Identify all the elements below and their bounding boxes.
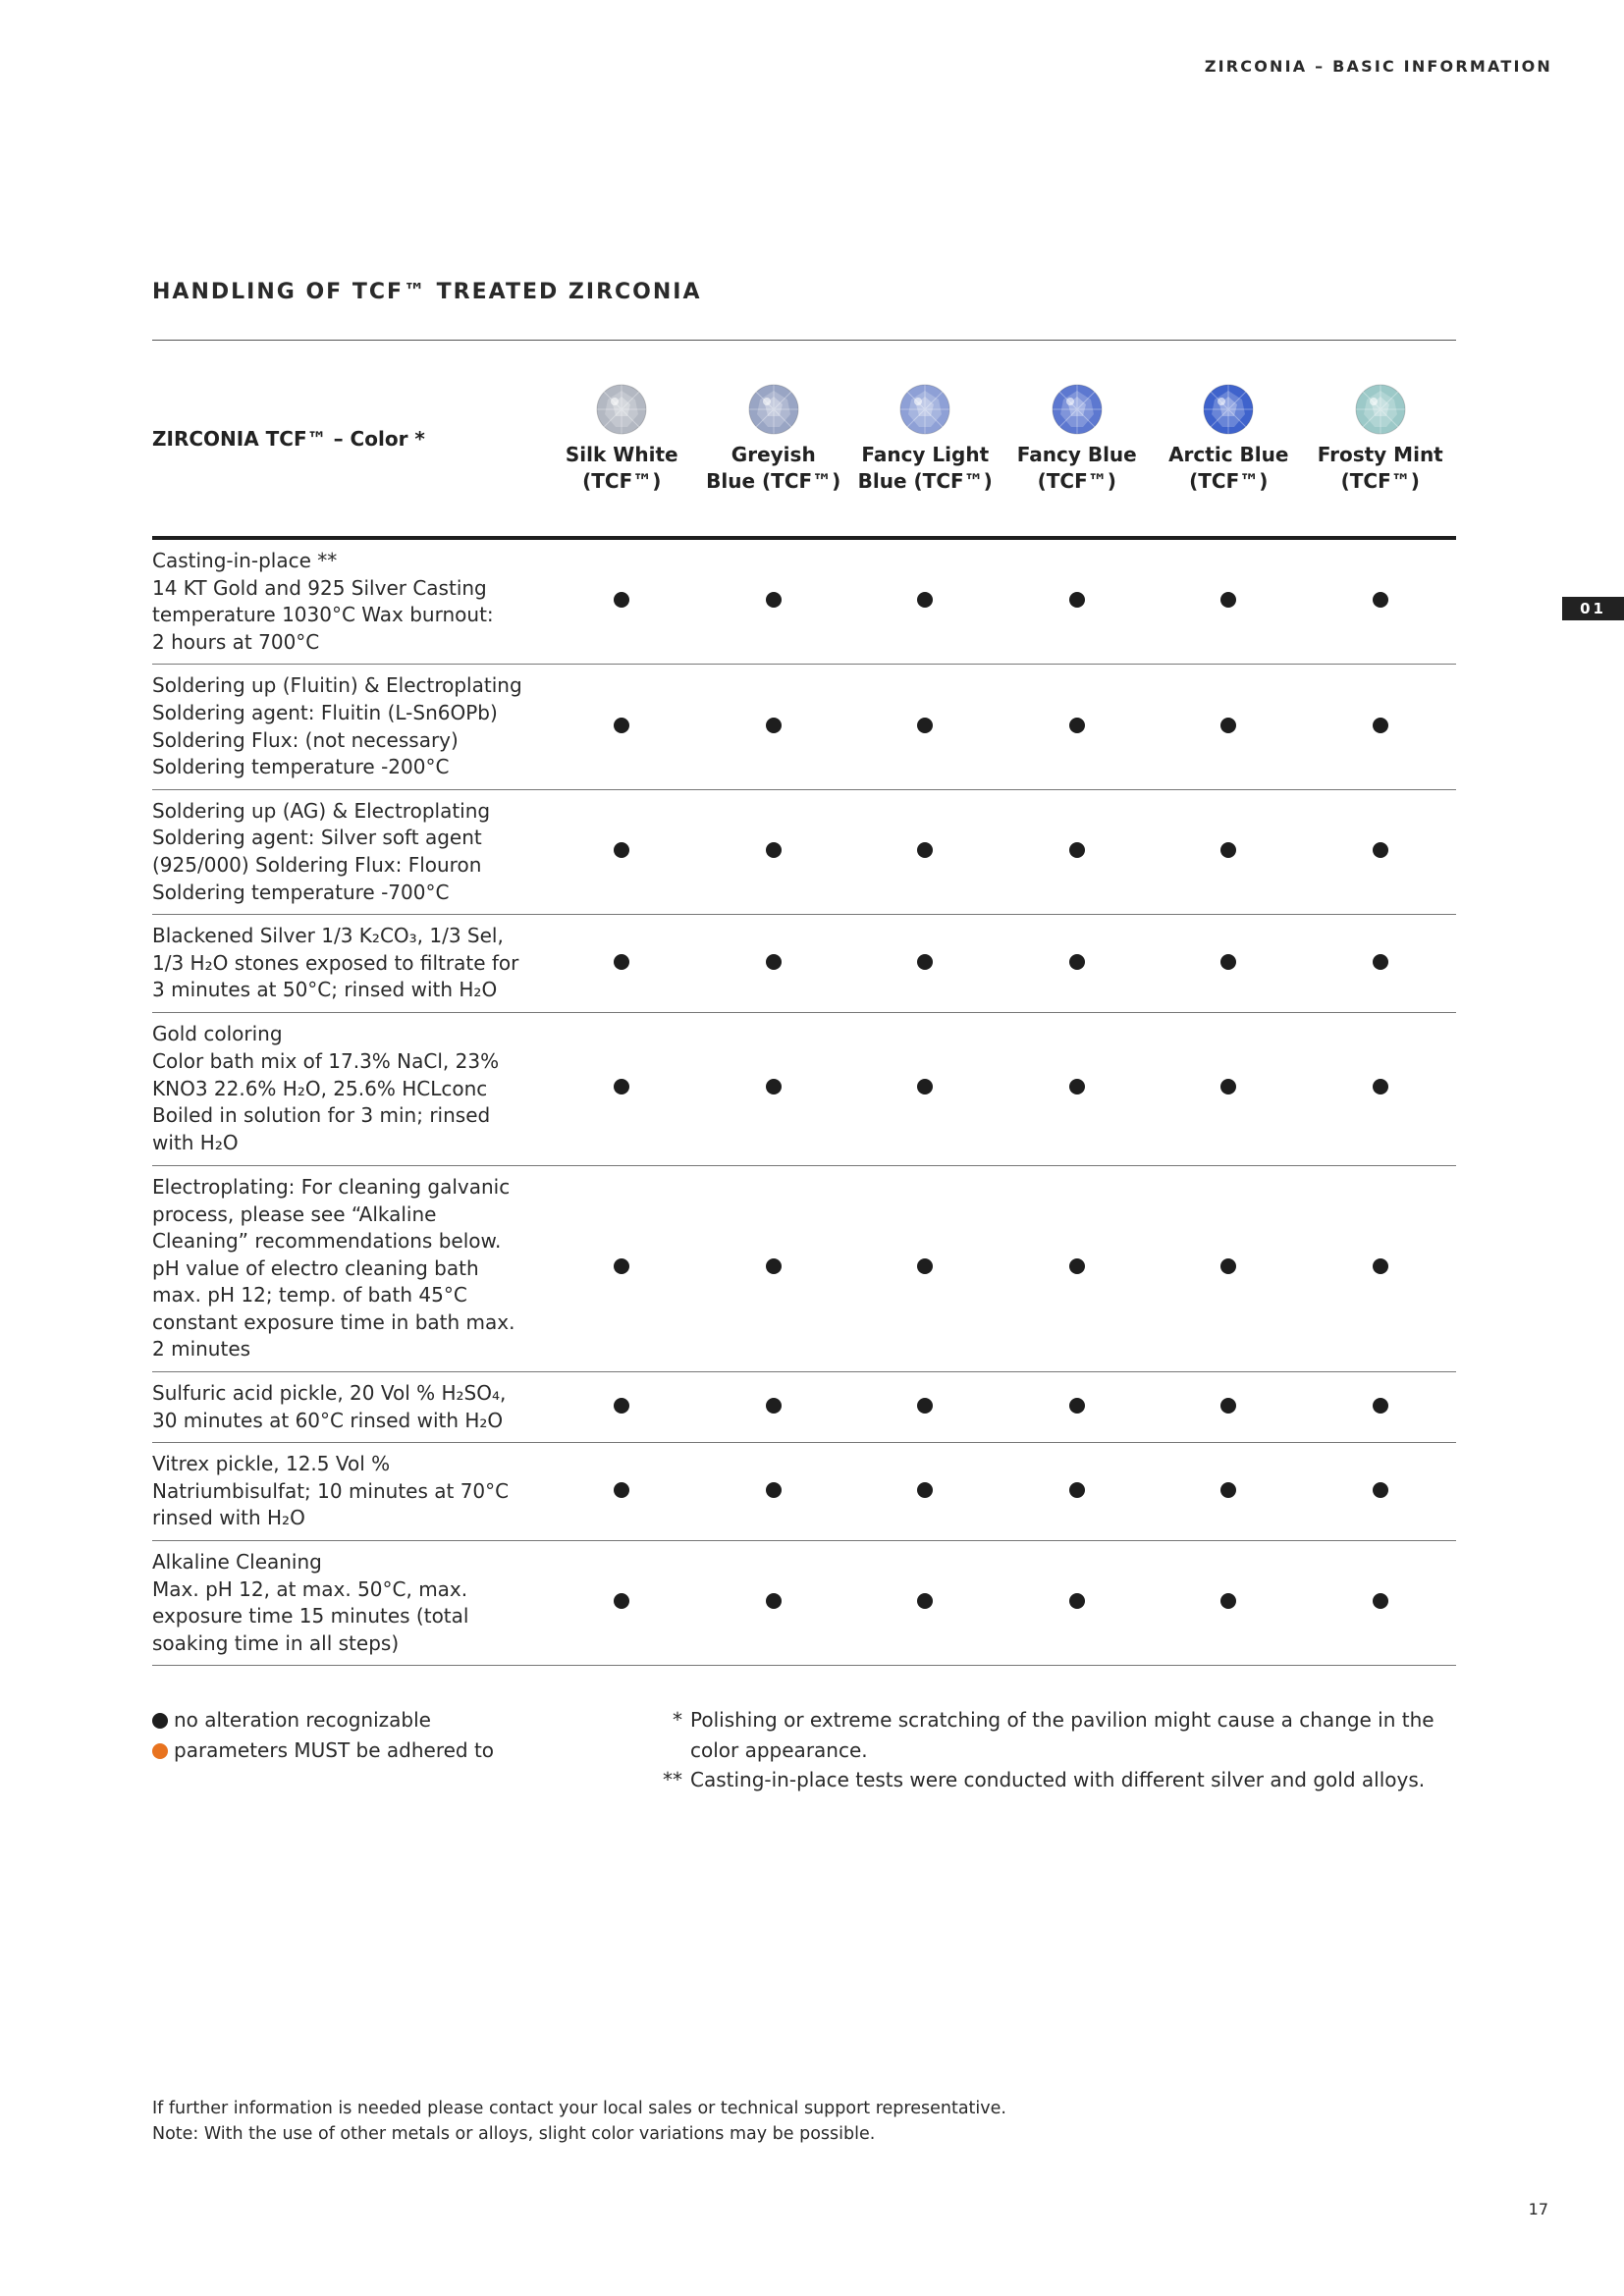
no-alteration-dot-icon bbox=[614, 1482, 629, 1498]
no-alteration-dot-icon bbox=[766, 842, 782, 858]
no-alteration-dot-icon bbox=[614, 842, 629, 858]
process-line: Alkaline Cleaning bbox=[152, 1550, 322, 1575]
table-row bbox=[152, 665, 1456, 789]
compatibility-cell bbox=[1153, 1443, 1305, 1541]
no-alteration-dot-icon bbox=[1069, 1079, 1085, 1095]
no-alteration-dot-icon bbox=[1373, 1482, 1388, 1498]
no-alteration-dot-icon bbox=[1069, 842, 1085, 858]
table-row bbox=[152, 1165, 1456, 1371]
column-header-line2: (TCF™) bbox=[582, 468, 662, 493]
compatibility-cell bbox=[698, 1541, 850, 1666]
column-header-line1: Silk White bbox=[565, 442, 678, 466]
compatibility-cell bbox=[849, 789, 1001, 914]
compatibility-cell bbox=[1153, 538, 1305, 665]
compatibility-cell bbox=[546, 665, 698, 789]
process-line: Color bath mix of 17.3% NaCl, 23% bbox=[152, 1049, 500, 1074]
compatibility-cell bbox=[1001, 1443, 1154, 1541]
no-alteration-dot-icon bbox=[917, 1258, 933, 1274]
compatibility-cell bbox=[849, 1165, 1001, 1371]
legend-dot-icon bbox=[152, 1713, 168, 1729]
no-alteration-dot-icon bbox=[1069, 592, 1085, 608]
process-description bbox=[152, 1372, 546, 1443]
no-alteration-dot-icon bbox=[1069, 1482, 1085, 1498]
table-row bbox=[152, 1012, 1456, 1165]
no-alteration-dot-icon bbox=[766, 954, 782, 970]
process-description bbox=[152, 789, 546, 914]
compatibility-cell bbox=[1001, 665, 1154, 789]
compatibility-cell bbox=[698, 789, 850, 914]
column-header-greyish-blue bbox=[698, 341, 850, 539]
compatibility-cell bbox=[1001, 1372, 1154, 1443]
process-line: Natriumbisulfat; 10 minutes at 70°C bbox=[152, 1478, 510, 1503]
no-alteration-dot-icon bbox=[917, 842, 933, 858]
process-line: exposure time 15 minutes (total bbox=[152, 1604, 469, 1629]
legend-item-parameters bbox=[152, 1735, 494, 1766]
process-line: 2 minutes bbox=[152, 1337, 251, 1362]
footnote-mark: * bbox=[673, 1708, 682, 1732]
no-alteration-dot-icon bbox=[1373, 842, 1388, 858]
compatibility-cell bbox=[1305, 665, 1457, 789]
no-alteration-dot-icon bbox=[766, 1482, 782, 1498]
process-line: KNO3 22.6% H₂O, 25.6% HCLconc bbox=[152, 1076, 488, 1100]
footnote bbox=[653, 1705, 1458, 1765]
process-line: Blackened Silver 1/3 K₂CO₃, 1/3 Sel, bbox=[152, 924, 504, 948]
process-description bbox=[152, 1165, 546, 1371]
gem-icon bbox=[595, 383, 648, 436]
process-line: max. pH 12; temp. of bath 45°C bbox=[152, 1283, 467, 1308]
no-alteration-dot-icon bbox=[614, 1398, 629, 1414]
process-line: Boiled in solution for 3 min; rinsed bbox=[152, 1103, 491, 1128]
no-alteration-dot-icon bbox=[766, 592, 782, 608]
process-line: 30 minutes at 60°C rinsed with H₂O bbox=[152, 1408, 504, 1432]
column-header-frosty-mint bbox=[1305, 341, 1457, 539]
no-alteration-dot-icon bbox=[1373, 1079, 1388, 1095]
no-alteration-dot-icon bbox=[614, 718, 629, 733]
gem-icon bbox=[1354, 383, 1407, 436]
no-alteration-dot-icon bbox=[1220, 718, 1236, 733]
process-line: 3 minutes at 50°C; rinsed with H₂O bbox=[152, 978, 498, 1002]
process-description bbox=[152, 1443, 546, 1541]
process-description bbox=[152, 665, 546, 789]
column-header-fancy-blue bbox=[1001, 341, 1154, 539]
compatibility-cell bbox=[698, 538, 850, 665]
no-alteration-dot-icon bbox=[917, 718, 933, 733]
process-description bbox=[152, 1541, 546, 1666]
section-title: HANDLING OF TCF™ TREATED ZIRCONIA bbox=[152, 280, 702, 304]
table-row bbox=[152, 1372, 1456, 1443]
no-alteration-dot-icon bbox=[1220, 842, 1236, 858]
running-head: ZIRCONIA – BASIC INFORMATION bbox=[1204, 57, 1552, 76]
footer-line: Note: With the use of other metals or alloys, slight color variations may be possible. bbox=[152, 2124, 876, 2144]
no-alteration-dot-icon bbox=[614, 1593, 629, 1609]
compatibility-cell bbox=[849, 915, 1001, 1013]
no-alteration-dot-icon bbox=[917, 1593, 933, 1609]
compatibility-cell bbox=[849, 1372, 1001, 1443]
no-alteration-dot-icon bbox=[614, 1079, 629, 1095]
no-alteration-dot-icon bbox=[1373, 1593, 1388, 1609]
process-line: 14 KT Gold and 925 Silver Casting bbox=[152, 575, 487, 600]
compatibility-cell bbox=[1001, 1165, 1154, 1371]
process-line: Soldering agent: Silver soft agent bbox=[152, 826, 482, 850]
process-line: pH value of electro cleaning bath bbox=[152, 1255, 479, 1280]
no-alteration-dot-icon bbox=[1373, 718, 1388, 733]
process-description bbox=[152, 915, 546, 1013]
no-alteration-dot-icon bbox=[614, 1258, 629, 1274]
compatibility-cell bbox=[1153, 665, 1305, 789]
gem-icon bbox=[898, 383, 951, 436]
no-alteration-dot-icon bbox=[917, 1482, 933, 1498]
no-alteration-dot-icon bbox=[1069, 1258, 1085, 1274]
compatibility-cell bbox=[1153, 1012, 1305, 1165]
gem-icon bbox=[1202, 383, 1255, 436]
compatibility-cell bbox=[698, 1443, 850, 1541]
no-alteration-dot-icon bbox=[1220, 1258, 1236, 1274]
no-alteration-dot-icon bbox=[1220, 1398, 1236, 1414]
process-line: Soldering up (AG) & Electroplating bbox=[152, 798, 491, 823]
process-line: Soldering Flux: (not necessary) bbox=[152, 727, 459, 752]
no-alteration-dot-icon bbox=[917, 1398, 933, 1414]
compatibility-cell bbox=[546, 538, 698, 665]
table-row bbox=[152, 789, 1456, 914]
footnote-text: Polishing or extreme scratching of the pavilion might cause a change in the color appearance. bbox=[690, 1708, 1435, 1762]
compatibility-cell bbox=[1305, 1541, 1457, 1666]
gem-icon bbox=[1051, 383, 1104, 436]
column-header-arctic-blue bbox=[1153, 341, 1305, 539]
process-description bbox=[152, 1012, 546, 1165]
column-header-line2: (TCF™) bbox=[1340, 468, 1420, 493]
compatibility-cell bbox=[849, 1541, 1001, 1666]
no-alteration-dot-icon bbox=[614, 954, 629, 970]
compatibility-cell bbox=[1153, 1541, 1305, 1666]
legend bbox=[152, 1705, 494, 1766]
no-alteration-dot-icon bbox=[1373, 592, 1388, 608]
compatibility-cell bbox=[698, 1012, 850, 1165]
process-line: Casting-in-place ** bbox=[152, 549, 338, 572]
no-alteration-dot-icon bbox=[917, 1079, 933, 1095]
table-row bbox=[152, 1541, 1456, 1666]
legend-item-no-alteration bbox=[152, 1705, 494, 1735]
compatibility-cell bbox=[849, 538, 1001, 665]
compatibility-cell bbox=[698, 1165, 850, 1371]
column-header-fancy-light-blue bbox=[849, 341, 1001, 539]
table-row bbox=[152, 915, 1456, 1013]
process-line: rinsed with H₂O bbox=[152, 1506, 305, 1530]
compatibility-cell bbox=[1305, 1443, 1457, 1541]
compatibility-cell bbox=[546, 1372, 698, 1443]
compatibility-cell bbox=[1153, 1372, 1305, 1443]
no-alteration-dot-icon bbox=[1373, 954, 1388, 970]
table-row bbox=[152, 538, 1456, 665]
column-header-line2: Blue (TCF™) bbox=[857, 468, 993, 493]
process-line: Gold coloring bbox=[152, 1022, 283, 1046]
compatibility-table bbox=[152, 340, 1456, 1666]
compatibility-cell bbox=[546, 789, 698, 914]
page-number: 17 bbox=[1528, 2200, 1548, 2218]
process-line: Vitrex pickle, 12.5 Vol % bbox=[152, 1452, 391, 1476]
gem-icon bbox=[747, 383, 800, 436]
no-alteration-dot-icon bbox=[1220, 1079, 1236, 1095]
process-line: Soldering temperature -200°C bbox=[152, 755, 450, 779]
footnote-mark: ** bbox=[663, 1768, 682, 1791]
compatibility-cell bbox=[849, 1443, 1001, 1541]
process-line: 2 hours at 700°C bbox=[152, 629, 320, 654]
process-line: Soldering up (Fluitin) & Electroplating bbox=[152, 673, 522, 698]
no-alteration-dot-icon bbox=[766, 1593, 782, 1609]
no-alteration-dot-icon bbox=[1220, 1482, 1236, 1498]
compatibility-cell bbox=[546, 1541, 698, 1666]
compatibility-cell bbox=[698, 1372, 850, 1443]
compatibility-cell bbox=[1305, 915, 1457, 1013]
section-tab: 01 bbox=[1562, 597, 1624, 620]
process-line: Max. pH 12, at max. 50°C, max. bbox=[152, 1576, 468, 1601]
legend-dot-icon bbox=[152, 1743, 168, 1759]
process-line: process, please see “Alkaline bbox=[152, 1201, 437, 1226]
footnotes bbox=[653, 1705, 1458, 1795]
footer-line: If further information is needed please contact your local sales or technical support representative. bbox=[152, 2099, 1006, 2118]
process-line: Sulfuric acid pickle, 20 Vol % H₂SO₄, bbox=[152, 1381, 507, 1406]
no-alteration-dot-icon bbox=[1069, 718, 1085, 733]
legend-label: parameters MUST be adhered to bbox=[174, 1738, 495, 1762]
compatibility-cell bbox=[546, 1443, 698, 1541]
process-line: 1/3 H₂O stones exposed to filtrate for bbox=[152, 950, 519, 975]
process-line: (925/000) Soldering Flux: Flouron bbox=[152, 852, 482, 877]
legend-label: no alteration recognizable bbox=[174, 1708, 431, 1732]
compatibility-cell bbox=[1153, 1165, 1305, 1371]
compatibility-cell bbox=[1305, 538, 1457, 665]
table-row bbox=[152, 1443, 1456, 1541]
process-line: constant exposure time in bath max. bbox=[152, 1309, 515, 1334]
process-line: Soldering agent: Fluitin (L-Sn6OPb) bbox=[152, 700, 498, 724]
compatibility-cell bbox=[698, 665, 850, 789]
compatibility-cell bbox=[1001, 789, 1154, 914]
column-header-silk-white bbox=[546, 341, 698, 539]
column-header-line1: Greyish bbox=[731, 442, 816, 466]
compatibility-cell bbox=[698, 915, 850, 1013]
compatibility-cell bbox=[1001, 1541, 1154, 1666]
no-alteration-dot-icon bbox=[1220, 954, 1236, 970]
no-alteration-dot-icon bbox=[1373, 1398, 1388, 1414]
compatibility-cell bbox=[1001, 1012, 1154, 1165]
compatibility-cell bbox=[546, 915, 698, 1013]
process-line: Soldering temperature -700°C bbox=[152, 880, 450, 904]
compatibility-cell bbox=[1153, 789, 1305, 914]
column-header-line2: (TCF™) bbox=[1189, 468, 1269, 493]
process-line: soaking time in all steps) bbox=[152, 1630, 400, 1655]
table-body bbox=[152, 538, 1456, 1666]
process-line: Cleaning” recommendations below. bbox=[152, 1229, 502, 1254]
compatibility-cell bbox=[1001, 538, 1154, 665]
no-alteration-dot-icon bbox=[1220, 1593, 1236, 1609]
column-header-line2: Blue (TCF™) bbox=[706, 468, 841, 493]
no-alteration-dot-icon bbox=[1069, 954, 1085, 970]
no-alteration-dot-icon bbox=[917, 954, 933, 970]
table-label-header: ZIRCONIA TCF™ – Color * bbox=[152, 426, 425, 451]
compatibility-cell bbox=[849, 1012, 1001, 1165]
no-alteration-dot-icon bbox=[766, 718, 782, 733]
no-alteration-dot-icon bbox=[766, 1079, 782, 1095]
no-alteration-dot-icon bbox=[614, 592, 629, 608]
table-header-row bbox=[152, 341, 1456, 539]
column-header-line1: Fancy Blue bbox=[1016, 442, 1137, 466]
compatibility-cell bbox=[849, 665, 1001, 789]
compatibility-cell bbox=[546, 1165, 698, 1371]
footer-note bbox=[152, 2096, 1006, 2147]
compatibility-cell bbox=[1001, 915, 1154, 1013]
no-alteration-dot-icon bbox=[1069, 1398, 1085, 1414]
compatibility-cell bbox=[1305, 1372, 1457, 1443]
compatibility-cell bbox=[1305, 1012, 1457, 1165]
no-alteration-dot-icon bbox=[766, 1258, 782, 1274]
process-line: temperature 1030°C Wax burnout: bbox=[152, 603, 494, 627]
compatibility-cell bbox=[1305, 789, 1457, 914]
footnote-text: Casting-in-place tests were conducted with different silver and gold alloys. bbox=[690, 1768, 1426, 1791]
process-line: Electroplating: For cleaning galvanic bbox=[152, 1174, 511, 1199]
no-alteration-dot-icon bbox=[917, 592, 933, 608]
compatibility-cell bbox=[1305, 1165, 1457, 1371]
footnote bbox=[653, 1765, 1458, 1795]
process-line: with H₂O bbox=[152, 1130, 239, 1154]
column-header-line1: Frosty Mint bbox=[1317, 442, 1443, 466]
column-header-line1: Fancy Light bbox=[861, 442, 990, 466]
no-alteration-dot-icon bbox=[766, 1398, 782, 1414]
column-header-line2: (TCF™) bbox=[1037, 468, 1116, 493]
column-header-line1: Arctic Blue bbox=[1168, 442, 1289, 466]
compatibility-cell bbox=[546, 1012, 698, 1165]
no-alteration-dot-icon bbox=[1069, 1593, 1085, 1609]
process-description bbox=[152, 538, 546, 665]
compatibility-cell bbox=[1153, 915, 1305, 1013]
no-alteration-dot-icon bbox=[1373, 1258, 1388, 1274]
no-alteration-dot-icon bbox=[1220, 592, 1236, 608]
